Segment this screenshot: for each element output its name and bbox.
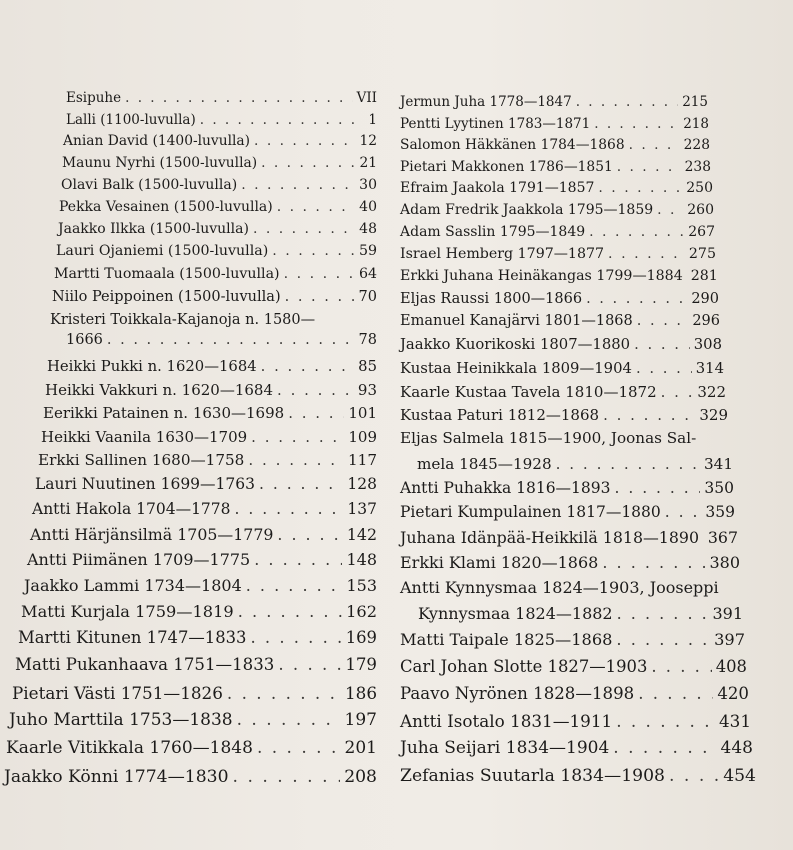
toc-page-number: 137 xyxy=(347,500,377,518)
toc-entry-title: Heikki Vaanila 1630—1709 xyxy=(41,428,248,446)
toc-page-number: 142 xyxy=(346,525,377,544)
toc-entry xyxy=(400,528,738,547)
leader-dots xyxy=(277,525,342,544)
toc-entry-title: Niilo Peippoinen (1500-luvulla) xyxy=(52,289,281,305)
toc-page-number: 215 xyxy=(682,94,708,110)
toc-entry-title: Jaakko Kuorikoski 1807—1880 xyxy=(400,336,631,353)
toc-page-number: 296 xyxy=(692,313,720,329)
toc-entry xyxy=(18,628,377,647)
toc-entry-title: Eljas Salmela 1815—1900, Joonas Sal- xyxy=(400,429,697,447)
toc-page-number: 397 xyxy=(714,630,745,649)
toc-entry-title: Jermun Juha 1778—1847 xyxy=(400,94,572,110)
toc-entry xyxy=(15,655,377,674)
toc-entry xyxy=(66,90,377,106)
toc-entry-title-continued: 1666 xyxy=(66,332,103,348)
toc-entry xyxy=(400,738,753,758)
toc-entry-title: Matti Taipale 1825—1868 xyxy=(400,630,613,649)
toc-page-number: 70 xyxy=(358,289,377,305)
toc-entry-title-continued: mela 1845—1928 xyxy=(417,455,552,473)
toc-entry xyxy=(400,406,728,424)
toc-page-number: 197 xyxy=(344,710,377,730)
leader-dots xyxy=(237,710,341,730)
leader-dots xyxy=(272,243,355,259)
toc-page-number: 420 xyxy=(717,684,749,703)
leader-dots xyxy=(235,500,344,518)
toc-page-number: 12 xyxy=(359,133,377,149)
leader-dots xyxy=(576,94,679,110)
toc-entry-title: Kaarle Kustaa Tavela 1810—1872 xyxy=(400,383,657,401)
toc-page-number: 101 xyxy=(348,404,377,422)
leader-dots xyxy=(617,604,709,623)
toc-page-number: 448 xyxy=(720,738,753,758)
toc-page-number: 228 xyxy=(683,137,710,153)
toc-entry xyxy=(400,336,722,353)
leader-dots xyxy=(586,291,687,307)
leader-dots xyxy=(634,336,690,353)
toc-entry-title: Adam Sasslin 1795—1849 xyxy=(400,224,586,240)
toc-entry xyxy=(400,657,747,676)
toc-entry xyxy=(61,177,377,193)
toc-entry xyxy=(24,576,377,595)
toc-entry-title: Matti Pukanhaava 1751—1833 xyxy=(15,655,275,674)
toc-entry xyxy=(400,224,715,240)
leader-dots xyxy=(259,475,343,493)
toc-page-number: 117 xyxy=(348,451,377,469)
toc-page-number: 281 xyxy=(690,268,718,284)
leader-dots xyxy=(556,455,700,473)
leader-dots xyxy=(251,428,344,446)
leader-dots xyxy=(278,655,341,674)
toc-page-number: 290 xyxy=(691,291,719,307)
toc-entry xyxy=(4,767,377,787)
toc-entry xyxy=(58,221,377,237)
leader-dots xyxy=(665,503,702,521)
toc-page-number: 431 xyxy=(718,711,751,731)
toc-entry-title: Kustaa Paturi 1812—1868 xyxy=(400,406,600,424)
toc-entry xyxy=(43,404,377,422)
toc-page-number: VII xyxy=(356,90,377,106)
toc-entry xyxy=(400,630,745,649)
leader-dots xyxy=(248,451,344,469)
toc-entry-title: Jaakko Lammi 1734—1804 xyxy=(24,576,242,595)
toc-entry xyxy=(66,332,377,348)
toc-entry xyxy=(400,268,717,284)
leader-dots xyxy=(616,630,710,649)
leader-dots xyxy=(241,177,355,193)
leader-dots xyxy=(284,266,355,282)
toc-entry-title: Lauri Nuutinen 1699—1763 xyxy=(35,475,255,493)
leader-dots xyxy=(617,159,681,175)
toc-page-number: 275 xyxy=(688,246,716,262)
toc-entry-title: Juho Marttila 1753—1838 xyxy=(9,710,233,730)
leader-dots xyxy=(277,381,354,399)
toc-entry xyxy=(45,381,377,399)
toc-page-number: 128 xyxy=(347,475,377,493)
leader-dots xyxy=(638,684,713,703)
leader-dots xyxy=(238,602,342,621)
toc-page-number: 454 xyxy=(723,766,756,786)
toc-entry-title: Salomon Häkkänen 1784—1868 xyxy=(400,137,625,153)
toc-entry xyxy=(21,602,377,621)
toc-entry xyxy=(400,291,719,307)
leader-dots xyxy=(257,738,341,758)
toc-entry-title: Eerikki Patainen n. 1630—1698 xyxy=(43,404,285,422)
toc-entry-title: Antti Puhakka 1816—1893 xyxy=(400,479,611,497)
leader-dots xyxy=(251,628,342,647)
toc-entry-title: Zefanias Suutarla 1834—1908 xyxy=(400,766,665,786)
toc-entry-title: Matti Kurjala 1759—1819 xyxy=(21,602,234,621)
toc-entry-title: Adam Fredrik Jaakkola 1795—1859 xyxy=(400,202,654,218)
toc-page-number: 162 xyxy=(346,602,377,621)
leader-dots xyxy=(661,383,694,401)
toc-entry-title: Antti Härjänsilmä 1705—1779 xyxy=(30,525,274,544)
toc-entry xyxy=(400,313,720,329)
toc-entry-title: Pietari Västi 1751—1826 xyxy=(12,683,223,703)
toc-page-number: 260 xyxy=(687,202,714,218)
leader-dots xyxy=(227,683,341,703)
toc-entry xyxy=(62,155,377,171)
toc-page-number: 148 xyxy=(346,550,377,569)
leader-dots xyxy=(651,657,711,676)
toc-entry-title: Lalli (1100-luvulla) xyxy=(66,112,196,128)
toc-page-number: 179 xyxy=(345,655,377,674)
toc-page-number: 322 xyxy=(697,383,726,401)
toc-entry xyxy=(52,289,377,305)
leader-dots xyxy=(616,711,715,731)
toc-entry-title: Juhana Idänpää-Heikkilä 1818—1890 xyxy=(400,528,700,547)
toc-entry-title: Erkki Sallinen 1680—1758 xyxy=(38,451,245,469)
toc-entry xyxy=(59,199,377,215)
toc-entry xyxy=(66,112,377,128)
leader-dots xyxy=(107,332,355,348)
leader-dots xyxy=(669,766,719,786)
leader-dots xyxy=(253,221,355,237)
toc-entry-title: Kristeri Toikkala-Kajanoja n. 1580— xyxy=(50,312,316,328)
toc-entry-title: Pekka Vesainen (1500-luvulla) xyxy=(59,199,273,215)
toc-entry-title: Esipuhe xyxy=(66,90,122,106)
toc-page-number: 153 xyxy=(346,576,377,595)
toc-page-number: 78 xyxy=(358,332,377,348)
toc-entry xyxy=(400,360,724,377)
toc-entry xyxy=(12,683,377,703)
toc-entry xyxy=(400,553,740,572)
toc-entry xyxy=(30,525,377,544)
toc-page-number: 314 xyxy=(695,360,724,377)
toc-page-number: 109 xyxy=(348,428,377,446)
toc-entry-title: Paavo Nyrönen 1828—1898 xyxy=(400,684,635,703)
leader-dots xyxy=(254,133,355,149)
leader-dots xyxy=(608,246,685,262)
toc-entry xyxy=(418,604,743,623)
toc-entry-title: Antti Kynnysmaa 1824—1903, Jooseppi xyxy=(400,578,719,597)
toc-entry-title: Emanuel Kanajärvi 1801—1868 xyxy=(400,313,633,329)
toc-page-number: 308 xyxy=(693,336,722,353)
toc-page-number: 30 xyxy=(359,177,377,193)
toc-entry xyxy=(400,711,751,731)
toc-entry-title: Eljas Raussi 1800—1866 xyxy=(400,291,583,307)
toc-entry-title-continued: Kynnysmaa 1824—1882 xyxy=(418,604,613,623)
toc-entry-title: Antti Hakola 1704—1778 xyxy=(32,500,231,518)
toc-page-number: 1 xyxy=(368,112,377,128)
toc-page-number: 186 xyxy=(344,683,377,703)
toc-entry-title: Olavi Balk (1500-luvulla) xyxy=(61,177,238,193)
toc-entry-title: Erkki Juhana Heinäkangas 1799—1884 xyxy=(400,268,683,284)
toc-page-number: 267 xyxy=(688,224,715,240)
toc-page-number: 359 xyxy=(705,503,735,521)
leader-dots xyxy=(200,112,365,128)
leader-dots xyxy=(261,155,355,171)
toc-entry xyxy=(35,475,377,493)
toc-page-number: 93 xyxy=(357,381,377,399)
toc-entry xyxy=(400,159,711,175)
leader-dots xyxy=(277,199,355,215)
toc-entry xyxy=(56,243,377,259)
toc-entry xyxy=(6,738,377,758)
toc-entry xyxy=(400,479,734,497)
leader-dots xyxy=(602,553,705,572)
toc-entry xyxy=(400,116,709,132)
toc-page-number: 85 xyxy=(358,358,377,375)
leader-dots xyxy=(125,90,352,106)
toc-page-number: 250 xyxy=(686,180,713,196)
toc-entry xyxy=(38,451,377,469)
toc-entry xyxy=(400,503,735,521)
toc-entry-title: Heikki Vakkuri n. 1620—1684 xyxy=(45,381,274,399)
toc-page-number: 64 xyxy=(358,266,377,282)
leader-dots xyxy=(657,202,683,218)
toc-page-number: 350 xyxy=(704,479,734,497)
toc-page-number: 59 xyxy=(358,243,377,259)
toc-page-number: 380 xyxy=(709,553,740,572)
toc-page-number: 218 xyxy=(683,116,709,132)
leader-dots xyxy=(636,360,692,377)
toc-entry-title: Jaakko Könni 1774—1830 xyxy=(4,767,229,787)
toc-entry-title: Antti Isotalo 1831—1911 xyxy=(400,711,613,731)
toc-entry xyxy=(54,266,377,282)
toc-entry xyxy=(400,202,714,218)
toc-entry xyxy=(41,428,377,446)
toc-entry xyxy=(400,137,710,153)
leader-dots xyxy=(261,358,354,375)
toc-entry-title: Pietari Makkonen 1786—1851 xyxy=(400,159,613,175)
toc-entry-title: Anian David (1400-luvulla) xyxy=(63,133,251,149)
toc-entry-title: Martti Kitunen 1747—1833 xyxy=(18,628,247,647)
toc-page-number: 201 xyxy=(344,738,377,758)
toc-entry-title: Maunu Nyrhi (1500-luvulla) xyxy=(62,155,258,171)
toc-entry-title: Antti Piimänen 1709—1775 xyxy=(27,550,251,569)
leader-dots xyxy=(615,479,701,497)
toc-entry xyxy=(400,246,716,262)
toc-page-number: 391 xyxy=(712,604,743,623)
toc-entry-title: Juha Seijari 1834—1904 xyxy=(400,738,610,758)
toc-page-number: 40 xyxy=(359,199,377,215)
toc-entry-title: Israel Hemberg 1797—1877 xyxy=(400,246,605,262)
toc-entry-title: Pentti Lyytinen 1783—1871 xyxy=(400,116,591,132)
toc-entry-title: Heikki Pukki n. 1620—1684 xyxy=(47,358,257,375)
leader-dots xyxy=(288,404,344,422)
leader-dots xyxy=(246,576,343,595)
toc-entry-title: Kustaa Heinikkala 1809—1904 xyxy=(400,360,632,377)
toc-entry-title: Lauri Ojaniemi (1500-luvulla) xyxy=(56,243,269,259)
toc-entry-title: Erkki Klami 1820—1868 xyxy=(400,553,599,572)
leader-dots xyxy=(254,550,342,569)
toc-entry xyxy=(400,180,713,196)
toc-page-number: 341 xyxy=(704,455,733,473)
toc-page-number: 367 xyxy=(707,528,738,547)
leader-dots xyxy=(598,180,682,196)
toc-page-number: 329 xyxy=(699,406,728,424)
toc-entry-title: Jaakko Ilkka (1500-luvulla) xyxy=(58,221,249,237)
toc-entry-title: Carl Johan Slotte 1827—1903 xyxy=(400,657,648,676)
toc-page-number: 169 xyxy=(345,628,377,647)
leader-dots xyxy=(629,137,680,153)
toc-entry-title: Kaarle Vitikkala 1760—1848 xyxy=(6,738,253,758)
toc-entry xyxy=(400,383,726,401)
leader-dots xyxy=(285,289,355,305)
leader-dots xyxy=(589,224,684,240)
leader-dots xyxy=(603,406,695,424)
leader-dots xyxy=(703,528,704,547)
leader-dots xyxy=(594,116,679,132)
toc-page-number: 21 xyxy=(359,155,377,171)
leader-dots xyxy=(637,313,689,329)
toc-entry xyxy=(400,766,756,786)
toc-page-number: 48 xyxy=(359,221,377,237)
toc-entry-title: Martti Tuomaala (1500-luvulla) xyxy=(54,266,280,282)
toc-entry xyxy=(32,500,377,518)
toc-entry-title: Efraim Jaakola 1791—1857 xyxy=(400,180,595,196)
toc-entry xyxy=(63,133,377,149)
leader-dots xyxy=(233,767,341,787)
toc-entry xyxy=(47,358,377,375)
toc-page-number: 238 xyxy=(684,159,711,175)
toc-entry-title: Pietari Kumpulainen 1817—1880 xyxy=(400,503,661,521)
toc-entry xyxy=(400,684,749,703)
toc-entry xyxy=(400,94,708,110)
toc-entry xyxy=(417,455,733,473)
toc-entry xyxy=(27,550,377,569)
toc-entry xyxy=(9,710,377,730)
toc-page-number: 208 xyxy=(344,767,377,787)
toc-page-number: 408 xyxy=(715,657,747,676)
leader-dots xyxy=(613,738,716,758)
